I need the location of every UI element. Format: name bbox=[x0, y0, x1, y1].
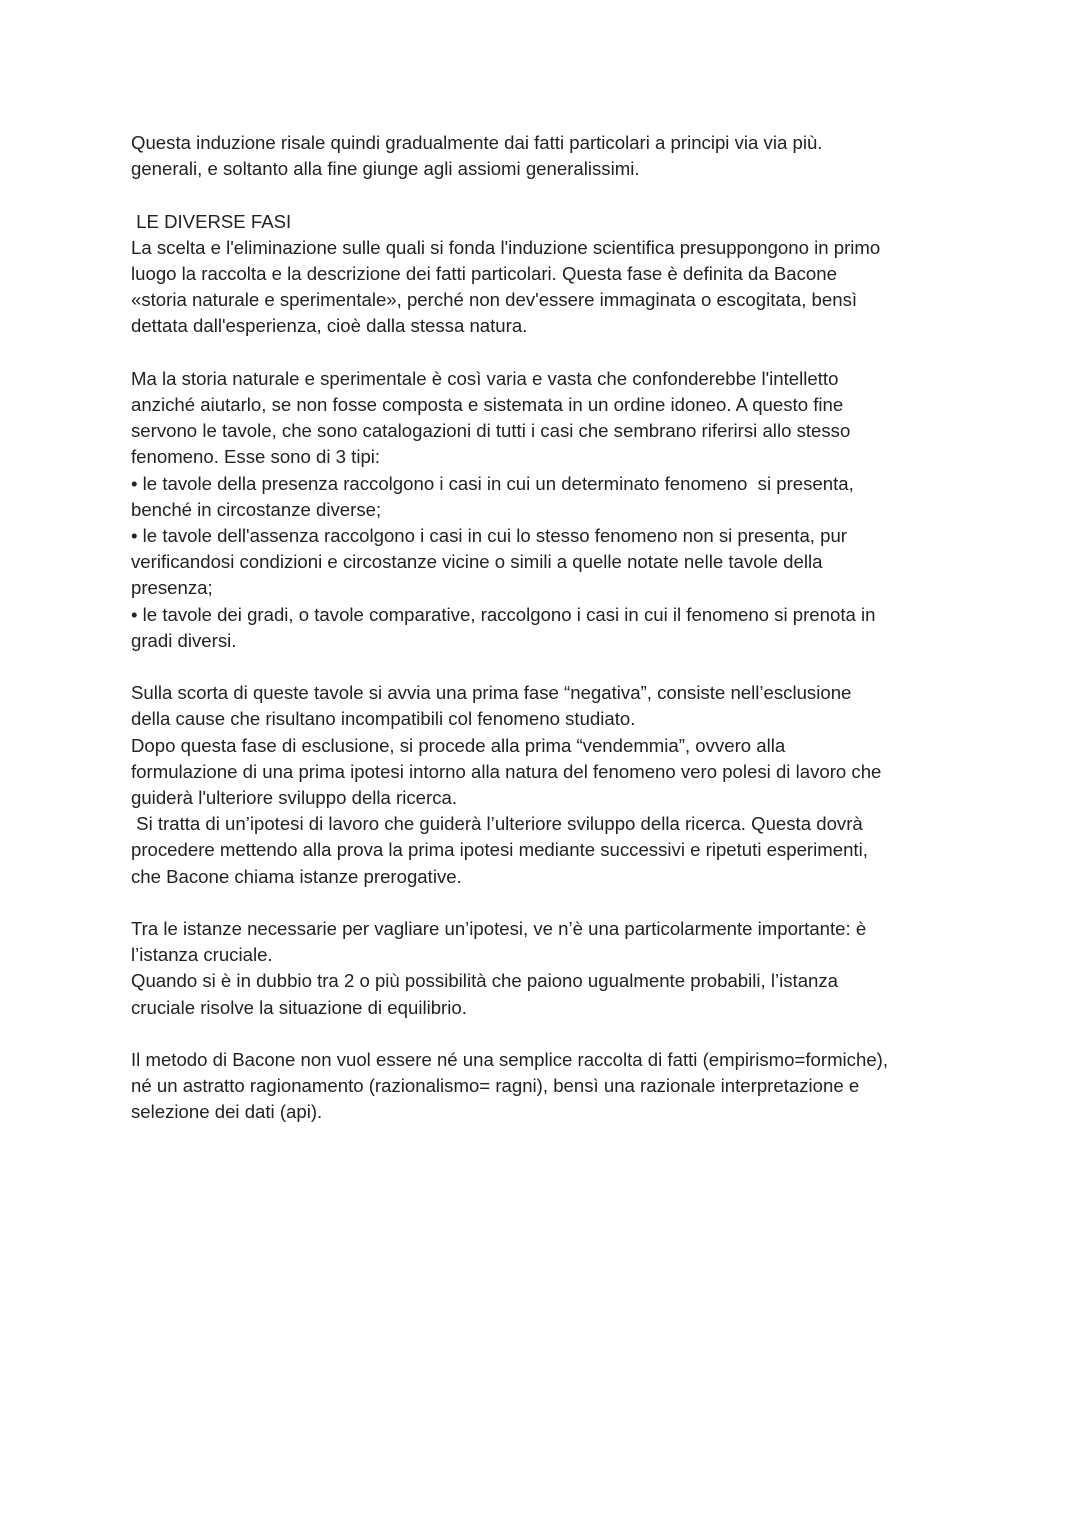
text-line: fenomeno. Esse sono di 3 tipi: bbox=[131, 446, 381, 468]
text-line: dettata dall'esperienza, cioè dalla stessa natura. bbox=[131, 315, 528, 337]
text-line: gradi diversi. bbox=[131, 629, 237, 651]
text-line: Sulla scorta di queste tavole si avvia una prima fase “negativa”, consiste nell’esclusione bbox=[131, 682, 852, 704]
text-line: né un astratto ragionamento (razionalismo= ragni), bensì una razionale interpretazione e bbox=[131, 1075, 860, 1097]
paragraph-tables bbox=[131, 366, 961, 654]
paragraph-spacer bbox=[131, 1021, 961, 1047]
list-item-degrees: • le tavole dei gradi, o tavole comparative, raccolgono i casi in cui il fenomeno si prenota in bbox=[131, 603, 876, 625]
text-line: selezione dei dati (api). bbox=[131, 1101, 323, 1123]
text-line: luogo la raccolta e la descrizione dei fatti particolari. Questa fase è definita da Bacone bbox=[131, 263, 837, 284]
text-line: Ma la storia naturale e sperimentale è così varia e vasta che confonderebbe l'intelletto bbox=[131, 367, 839, 389]
document-page bbox=[131, 130, 961, 1126]
paragraph-spacer bbox=[131, 340, 961, 366]
paragraph-natural-history bbox=[131, 235, 961, 340]
paragraph-spacer bbox=[131, 182, 961, 208]
text-line: Tra le istanze necessarie per vagliare un’ipotesi, ve n’è una particolarmente importante: è bbox=[131, 918, 867, 940]
paragraph-crucial-instance bbox=[131, 916, 961, 1021]
paragraph-negative-phase bbox=[131, 680, 961, 890]
text-line: Dopo questa fase di esclusione, si procede alla prima “vendemmia”, ovvero alla bbox=[131, 734, 786, 756]
text-line: Quando si è in dubbio tra 2 o più possibilità che paiono ugualmente probabili, l’istanza bbox=[131, 970, 839, 992]
text-line: «storia naturale e sperimentale», perché non dev'essere immaginata o escogitata, bensì bbox=[131, 289, 858, 311]
paragraph-induction bbox=[131, 130, 961, 182]
section-heading: LE DIVERSE FASI bbox=[131, 210, 292, 232]
list-item-absence: • le tavole dell'assenza raccolgono i casi in cui lo stesso fenomeno non si presenta, pur bbox=[131, 525, 847, 547]
text-line: l’istanza cruciale. bbox=[131, 944, 273, 966]
text-line: formulazione di una prima ipotesi intorno alla natura del fenomeno vero polesi di lavoro che bbox=[131, 760, 882, 782]
text-line: guiderà l'ulteriore sviluppo della ricerca. bbox=[131, 787, 458, 809]
text-line: servono le tavole, che sono catalogazioni di tutti i casi che sembrano riferirsi allo stesso bbox=[131, 420, 851, 442]
text-line: della cause che risultano incompatibili col fenomeno studiato. bbox=[131, 708, 636, 730]
text-line: generali, e soltanto alla fine giunge agli assiomi generalissimi. bbox=[131, 158, 640, 180]
paragraph-bacon-method bbox=[131, 1047, 961, 1126]
text-line: verificandosi condizioni e circostanze vicine o simili a quelle notate nelle tavole della bbox=[131, 551, 823, 573]
text-line: La scelta e l'eliminazione sulle quali si fonda l'induzione scientifica presuppongono in primo bbox=[131, 236, 881, 258]
paragraph-spacer bbox=[131, 654, 961, 680]
list-item-presence: • le tavole della presenza raccolgono i casi in cui un determinato fenomeno si presenta, bbox=[131, 472, 854, 494]
paragraph-spacer bbox=[131, 890, 961, 916]
text-line: Il metodo di Bacone non vuol essere né una semplice raccolta di fatti (empirismo=formiche), bbox=[131, 1049, 889, 1071]
text-line: anziché aiutarlo, se non fosse composta e sistemata in un ordine idoneo. A questo fine bbox=[131, 394, 844, 415]
text-line: Questa induzione risale quindi gradualmente dai fatti particolari a principi via via più. bbox=[131, 132, 823, 153]
text-line: procedere mettendo alla prova la prima ipotesi mediante successivi e ripetuti esperimenti, bbox=[131, 839, 868, 861]
text-line: cruciale risolve la situazione di equilibrio. bbox=[131, 996, 467, 1018]
text-line: presenza; bbox=[131, 577, 213, 599]
text-line: che Bacone chiama istanze prerogative. bbox=[131, 865, 462, 887]
text-line: benché in circostanze diverse; bbox=[131, 498, 382, 520]
text-line: Si tratta di un’ipotesi di lavoro che guiderà l’ulteriore sviluppo della ricerca. Questa dovrà bbox=[131, 813, 863, 835]
